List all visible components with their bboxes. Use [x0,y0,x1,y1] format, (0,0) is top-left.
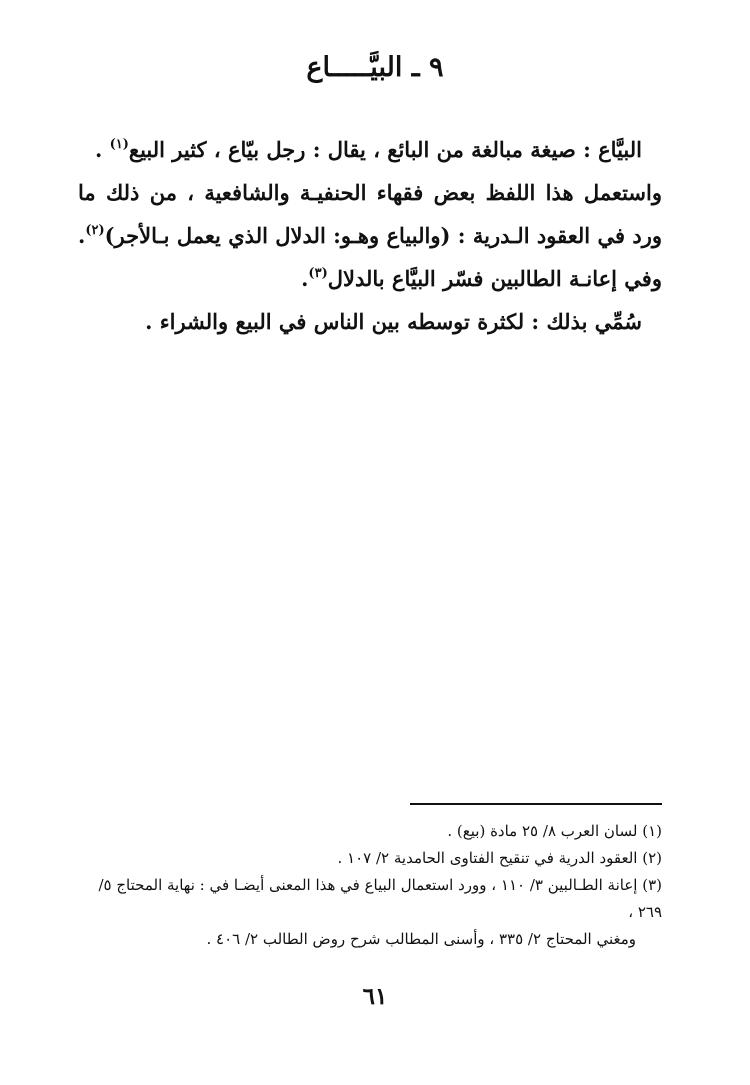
footnote-ref-3[interactable]: (٣) [308,266,328,281]
page-number: ٦١ [362,983,388,1010]
paragraph-tail: . وفي إعانـة الطالبين فسّر البيَّاع بالدلال [78,223,662,291]
paragraph-definition [78,128,662,171]
paragraph-text: سُمِّي بذلك : لكثرة توسطه بين الناس في البيع والشراء . [145,309,642,334]
footnote-3: (٣) إعانة الطـالبين ٣/ ١١٠ ، وورد استعمال البياع في هذا المعنى أيضـا في : نهاية المحتاج ٥/ ٢٦٩ ، [98,876,662,921]
main-text [78,128,662,343]
paragraph-naming [78,300,662,343]
footnotes [72,818,662,953]
footnote-2: (٢) العقود الدرية في تنقيح الفتاوى الحامدية ٢/ ١٠٧ . [337,849,662,867]
footnote-divider [410,803,662,805]
paragraph-usage [78,171,662,300]
footnote-1: (١) لسان العرب ٨/ ٢٥ مادة (بيع) . [447,822,662,840]
footnote-3-continuation: ومغني المحتاج ٢/ ٣٣٥ ، وأسنى المطالب شرح روض الطالب ٢/ ٤٠٦ . [206,930,636,948]
paragraph-tail-end: . [301,266,309,291]
paragraph-text: البيَّاع : صيغة مبالغة من البائع ، يقال : رجل بيّاع ، كثير البيع [128,137,642,162]
section-heading: ٩ ـ البيَّـــــاع [306,52,444,83]
footnote-ref-2[interactable]: (٢) [85,223,105,238]
paragraph-text: واستعمل هذا اللفظ بعض فقهاء الحنفيـة والشافعية ، من ذلك ما ورد في العقود الـدرية : (والبياع وهـو: الدلال الذي يعمل بـالأجر) [78,180,662,248]
footnote-ref-1[interactable]: (١) [109,137,129,152]
paragraph-tail: . [94,137,110,162]
